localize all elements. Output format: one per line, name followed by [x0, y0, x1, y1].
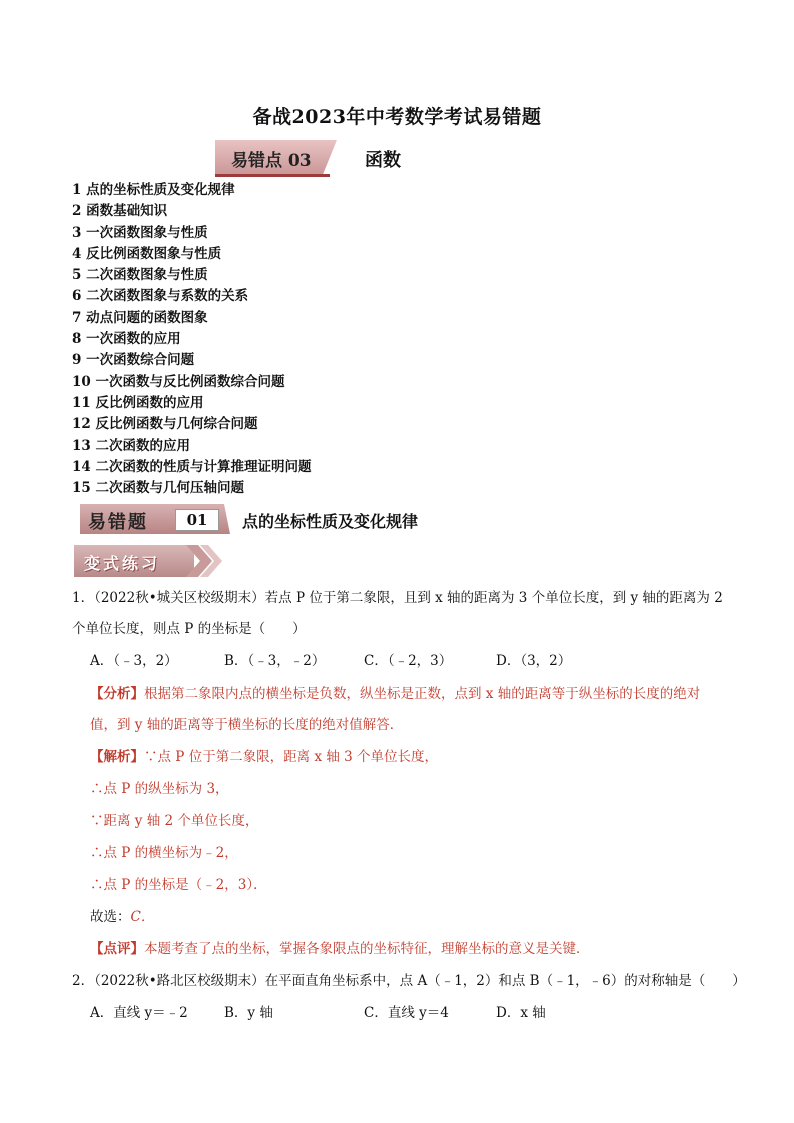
analysis-text: 根据第二象限内点的横坐标是负数，纵坐标是正数，点到 x 轴的距离等于纵坐标的长度的绝对	[144, 686, 701, 702]
q1-comment-line	[90, 939, 590, 959]
q2-option-c: C．直线 y＝4	[364, 1005, 449, 1021]
q1-solution-line5: ∴点 P 的坐标是（﹣2，3）．	[90, 877, 267, 893]
toc-item: 12 反比例函数与几何综合问题	[72, 416, 258, 433]
banner-stripe	[215, 174, 330, 177]
section-number: 01	[175, 509, 219, 531]
page-title: 备战2023年中考数学考试易错题	[252, 106, 542, 128]
answer-choice: C．	[130, 909, 155, 925]
q1-solution-line2: ∴点 P 的纵坐标为 3，	[90, 781, 229, 797]
q2-option-b: B．y 轴	[224, 1005, 273, 1021]
q1-solution-line3: ∵距离 y 轴 2 个单位长度，	[90, 813, 259, 829]
toc-item: 3 一次函数图象与性质	[72, 224, 208, 241]
q1-analysis-line2: 值，到 y 轴的距离等于横坐标的长度的绝对值解答．	[90, 717, 404, 733]
solution-text: ∵点 P 位于第二象限，距离 x 轴 3 个单位长度，	[144, 749, 439, 765]
section-title: 点的坐标性质及变化规律	[242, 512, 419, 531]
comment-tag: 【点评】	[90, 941, 144, 957]
answer-prefix: 故选：	[90, 909, 131, 925]
toc-item: 13 二次函数的应用	[72, 437, 190, 454]
q1-stem-line1: 1．（2022秋•城关区校级期末）若点 P 位于第二象限，且到 x 轴的距离为 3 个单位长度，到 y 轴的距离为 2	[72, 590, 723, 606]
toc-item: 8 一次函数的应用	[72, 331, 181, 348]
q1-answer-line	[90, 907, 154, 927]
toc-item: 10 一次函数与反比例函数综合问题	[72, 373, 285, 390]
toc-item: 6 二次函数图象与系数的关系	[72, 288, 249, 305]
toc-item: 15 二次函数与几何压轴问题	[72, 480, 244, 497]
toc-item: 11 反比例函数的应用	[72, 394, 204, 411]
table-of-contents	[72, 180, 312, 499]
q1-option-c: C．（﹣2，3）	[364, 653, 453, 669]
toc-item: 2 函数基础知识	[72, 203, 168, 220]
q2-option-a: A．直线 y＝﹣2	[90, 1005, 188, 1021]
analysis-tag: 【分析】	[90, 686, 144, 702]
q1-solution-line1	[90, 747, 438, 767]
q2-option-d: D．x 轴	[496, 1005, 546, 1021]
banner-topic: 函数	[365, 150, 401, 171]
toc-item: 5 二次函数图象与性质	[72, 267, 208, 284]
q1-option-a: A．（﹣3，2）	[90, 653, 178, 669]
solution-tag: 【解析】	[90, 749, 144, 765]
q1-analysis-line1	[90, 684, 700, 704]
chevron-arrow-icon	[186, 545, 226, 579]
toc-item: 7 动点问题的函数图象	[72, 309, 208, 326]
error-point-banner	[215, 140, 515, 178]
section-header	[80, 504, 500, 536]
toc-item: 4 反比例函数图象与性质	[72, 245, 222, 262]
practice-header	[74, 545, 224, 579]
q1-stem-line2: 个单位长度，则点 P 的坐标是（ ）	[72, 621, 306, 637]
section-label: 易错题	[88, 512, 148, 533]
q1-option-d: D．（3，2）	[496, 653, 572, 669]
toc-item: 1 点的坐标性质及变化规律	[72, 182, 235, 198]
q2-stem-line1: 2．（2022秋•路北区校级期末）在平面直角坐标系中，点 A（﹣1，2）和点 B（﹣1，﹣6）的对称轴是（ ）	[72, 973, 746, 989]
toc-item: 14 二次函数的性质与计算推理证明问题	[72, 458, 312, 475]
comment-text: 本题考查了点的坐标，掌握各象限点的坐标特征，理解坐标的意义是关键．	[144, 941, 590, 957]
q1-option-b: B．（﹣3，﹣2）	[224, 653, 326, 669]
banner-label: 易错点 03	[231, 151, 312, 171]
practice-label: 变式练习	[84, 554, 161, 573]
toc-item: 9 一次函数综合问题	[72, 352, 195, 369]
q1-solution-line4: ∴点 P 的横坐标为﹣2，	[90, 845, 238, 861]
